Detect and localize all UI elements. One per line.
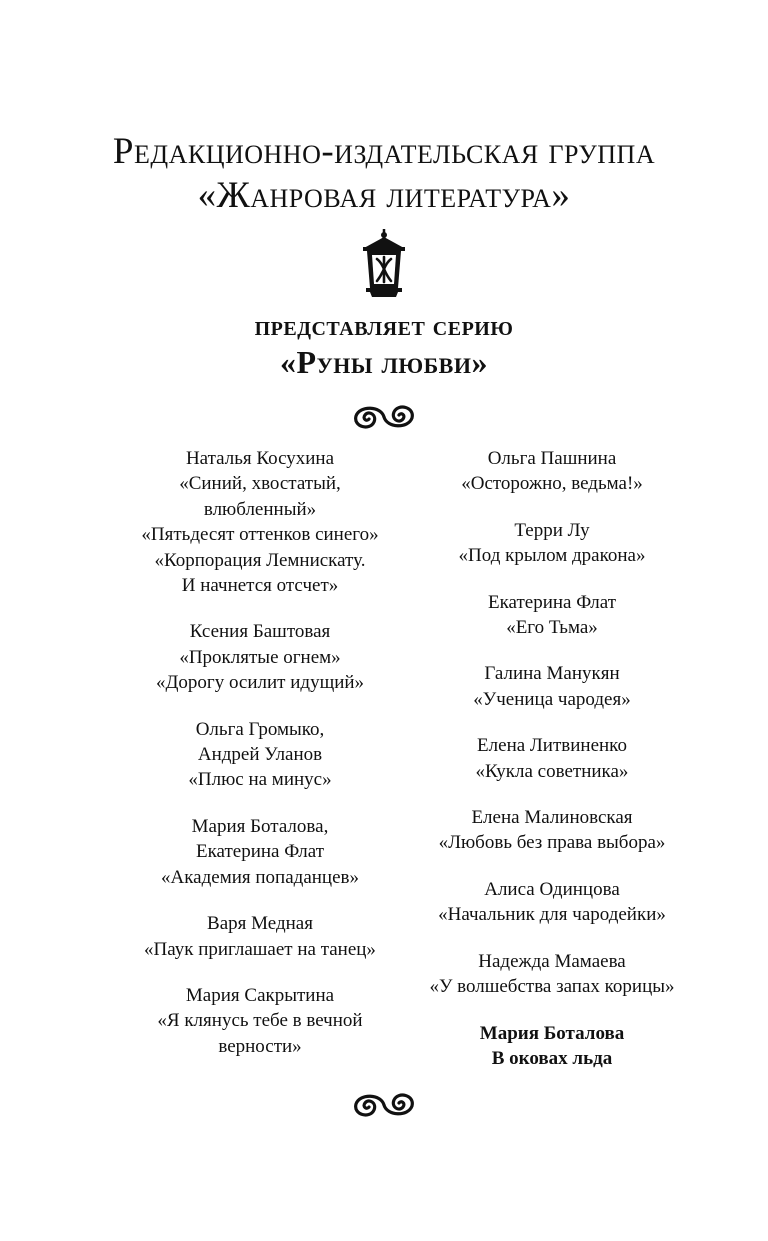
- book-title: «Осторожно, ведьма!»: [461, 473, 643, 495]
- book-author: Ольга Громыко,: [195, 718, 325, 740]
- book-author: Варя Медная: [207, 913, 313, 935]
- book-entry: [405, 877, 699, 928]
- book-title: «Я клянусь тебе в вечной: [157, 1010, 363, 1032]
- book-title: «Кукла советника»: [475, 760, 629, 782]
- book-title: «Под крылом дракона»: [458, 545, 646, 567]
- book-author: Мария Боталова: [479, 1022, 625, 1044]
- presents-series-label: представляет серию: [254, 311, 514, 342]
- book-author: Андрей Уланов: [197, 744, 323, 766]
- book-entry: [405, 446, 699, 497]
- book-title: «У волшебства запах корицы»: [429, 976, 675, 998]
- publisher-name-line-2: «Жанровая литература»: [197, 175, 571, 216]
- book-author: Ксения Баштовая: [189, 621, 331, 643]
- publisher-name-line-1: Редакционно-издательская группа: [112, 131, 656, 172]
- book-title: влюбленный»: [203, 498, 317, 520]
- book-entry: [405, 805, 699, 856]
- book-title: «Синий, хвостатый,: [179, 473, 341, 495]
- book-title: «Дорогу осилит идущий»: [155, 672, 365, 694]
- book-title: В оковах льда: [491, 1047, 613, 1069]
- spiral-ornament-icon: [352, 402, 416, 432]
- book-title: «Пятьдесят оттенков синего»: [141, 524, 379, 546]
- book-entry: [405, 590, 699, 641]
- book-author: Мария Боталова,: [191, 815, 329, 837]
- book-entry: [120, 619, 400, 695]
- spiral-ornament-icon: [352, 1090, 416, 1120]
- book-entry: [120, 911, 400, 962]
- book-entry: [120, 446, 400, 598]
- book-entry: [405, 518, 699, 569]
- book-title: верности»: [218, 1035, 302, 1057]
- book-author: Мария Сакрытина: [185, 984, 335, 1006]
- book-title: «Паук приглашает на танец»: [144, 938, 376, 960]
- book-author: Алиса Одинцова: [484, 878, 620, 900]
- book-title: «Проклятые огнем»: [179, 646, 341, 668]
- book-entry: [405, 949, 699, 1000]
- book-title: «Корпорация Лемнискату.: [154, 549, 366, 571]
- book-title: «Плюс на минус»: [188, 769, 332, 791]
- book-author: Терри Лу: [514, 519, 590, 541]
- left-book-list: [120, 446, 400, 1059]
- lantern-logo-icon: [360, 228, 408, 298]
- book-entry: [405, 661, 699, 712]
- book-title: «Его Тьма»: [506, 617, 598, 639]
- book-author: Екатерина Флат: [487, 591, 617, 613]
- book-entry: [405, 733, 699, 784]
- book-author: Елена Малиновская: [471, 807, 633, 829]
- book-title: «Любовь без права выбора»: [438, 832, 666, 854]
- book-author: Екатерина Флат: [195, 841, 325, 863]
- book-title: «Начальник для чародейки»: [438, 904, 666, 926]
- book-entry: [120, 814, 400, 890]
- book-title: И начнется отсчет»: [181, 575, 339, 597]
- book-title: «Академия попаданцев»: [161, 866, 359, 888]
- book-author: Галина Манукян: [484, 663, 620, 685]
- right-book-list: [405, 446, 699, 1071]
- book-author: Надежда Мамаева: [478, 950, 626, 972]
- book-author: Наталья Косухина: [185, 448, 335, 469]
- series-title: «Руны любви»: [280, 344, 488, 380]
- book-author: Елена Литвиненко: [477, 735, 627, 757]
- book-title: «Ученица чародея»: [473, 688, 631, 710]
- book-entry: [120, 717, 400, 793]
- book-entry: [120, 983, 400, 1059]
- book-author: Ольга Пашнина: [487, 448, 617, 469]
- featured-book-entry: [405, 1021, 699, 1072]
